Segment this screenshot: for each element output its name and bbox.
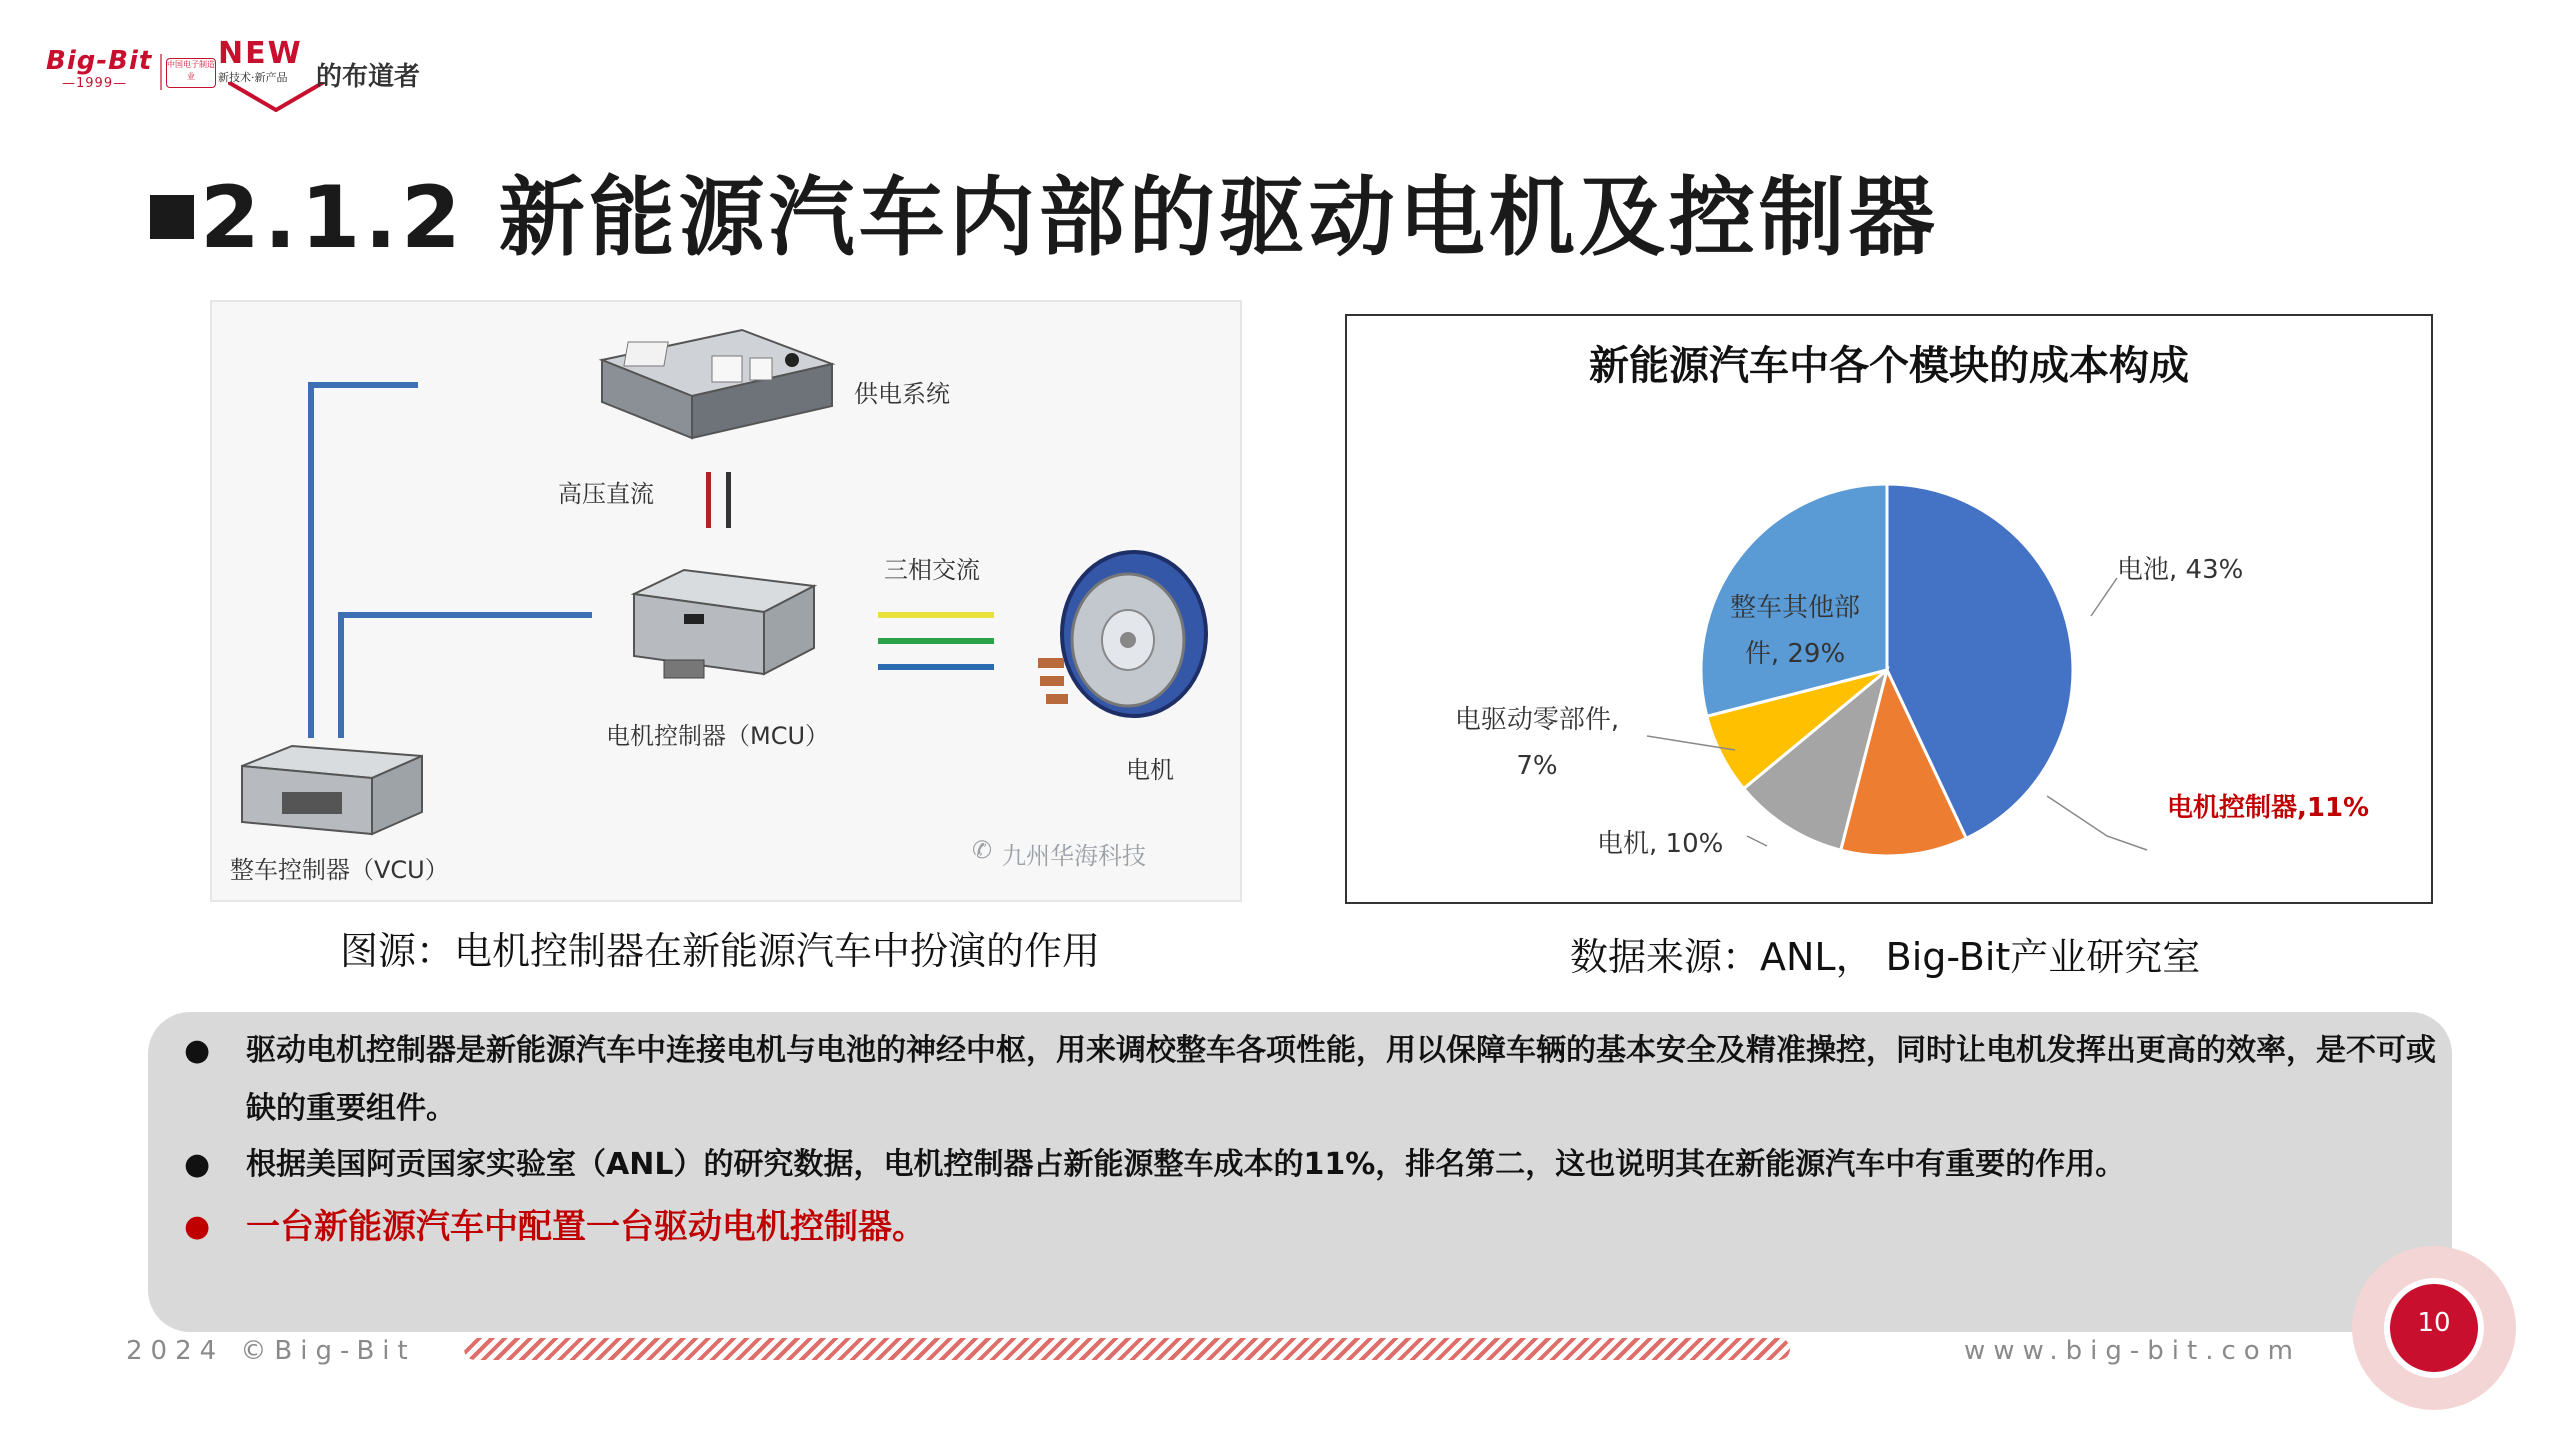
pie-data-label: 电机, 10% [1597,829,1724,859]
title-square-icon [150,195,194,239]
bullet-dot-icon: ● [184,1033,211,1068]
vcu-image [232,742,432,842]
wire-vcu-power-horizontal [308,382,418,388]
wire-vcu-mcu-vertical [338,612,344,738]
wire-vcu-power-vertical [308,382,314,738]
label-motor: 电机 [1126,756,1174,784]
diagram-caption: 图源：电机控制器在新能源汽车中扮演的作用 [340,929,1101,973]
pie-data-label: 7% [1516,751,1558,781]
bullet-text: 驱动电机控制器是新能源汽车中连接电机与电池的神经中枢，用来调校整车各项性能，用以保障车辆的基本安全及精准操控，同时让电机发挥出更高的效率，是不可或缺的重要组件。 [246,1033,2436,1126]
phase-line-blue [878,664,994,670]
footer-website: www.big-bit.com [1964,1336,2302,1366]
label-vcu: 整车控制器（VCU） [230,856,449,884]
system-diagram [210,300,1242,902]
phase-line-green [878,638,994,644]
bullet-text: 根据美国阿贡国家实验室（ANL）的研究数据，电机控制器占新能源整车成本的11%，排名第二，这也说明其在新能源汽车中有重要的作用。 [246,1147,2126,1182]
page-title [150,148,1939,272]
bullet-text: 一台新能源汽车中配置一台驱动电机控制器。 [246,1207,926,1247]
wechat-icon: ✆ [972,836,993,864]
summary-box [148,1012,2452,1332]
phase-line-yellow [878,612,994,618]
bullet-dot-icon: ● [184,1209,211,1244]
pie-data-label: 电驱动零部件, [1454,705,1620,735]
label-power-system: 供电系统 [854,380,950,408]
footer-copyright: 2024 ©Big-Bit [126,1336,416,1366]
pie-chart [1347,316,2431,902]
pie-chart-panel [1345,314,2433,904]
logo-year: —1999— [62,76,128,91]
new-mark: NEW [218,36,303,71]
new-logo [218,36,314,110]
chart-caption: 数据来源：ANL， Big-Bit产业研究室 [1570,935,2201,979]
pie-data-label: 整车其他部 [1729,593,1861,623]
hv-line-red [706,472,711,528]
cn-badge: 中国电子制造业 [166,58,216,88]
footer-stripe-bar [464,1338,1790,1360]
logo-tagline: 的布道者 [316,62,421,92]
pie-data-label: 件, 29% [1744,639,1846,669]
chart-title: 新能源汽车中各个模块的成本构成 [1589,343,2189,389]
pie-leader-line [2047,796,2147,850]
bigbit-logo [46,46,156,96]
pie-leader-line [2091,578,2117,616]
logo-separator [160,54,162,90]
pie-data-label: 电池, 43% [2117,555,2244,585]
title-text: 2.1.2 新能源汽车内部的驱动电机及控制器 [200,168,1939,268]
pie-data-label: 电机控制器,11% [2167,793,2370,823]
label-hv-dc: 高压直流 [558,480,654,508]
new-chevron-icon [228,82,324,112]
motor-image [1024,548,1214,728]
label-three-phase: 三相交流 [884,556,980,584]
hv-line-dark [726,472,731,528]
bullet-dot-icon: ● [184,1147,211,1182]
label-mcu: 电机控制器（MCU） [606,722,830,750]
watermark-text: 九州华海科技 [1002,842,1146,870]
pie-leader-line [1747,836,1767,846]
page-number: 10 [2417,1308,2451,1338]
mcu-image [624,564,824,694]
logo-brand: Big-Bit [46,46,153,76]
battery-pack-image [592,320,842,450]
wire-vcu-mcu-horizontal [338,612,592,618]
new-sub: 新技术·新产品 [218,71,288,84]
